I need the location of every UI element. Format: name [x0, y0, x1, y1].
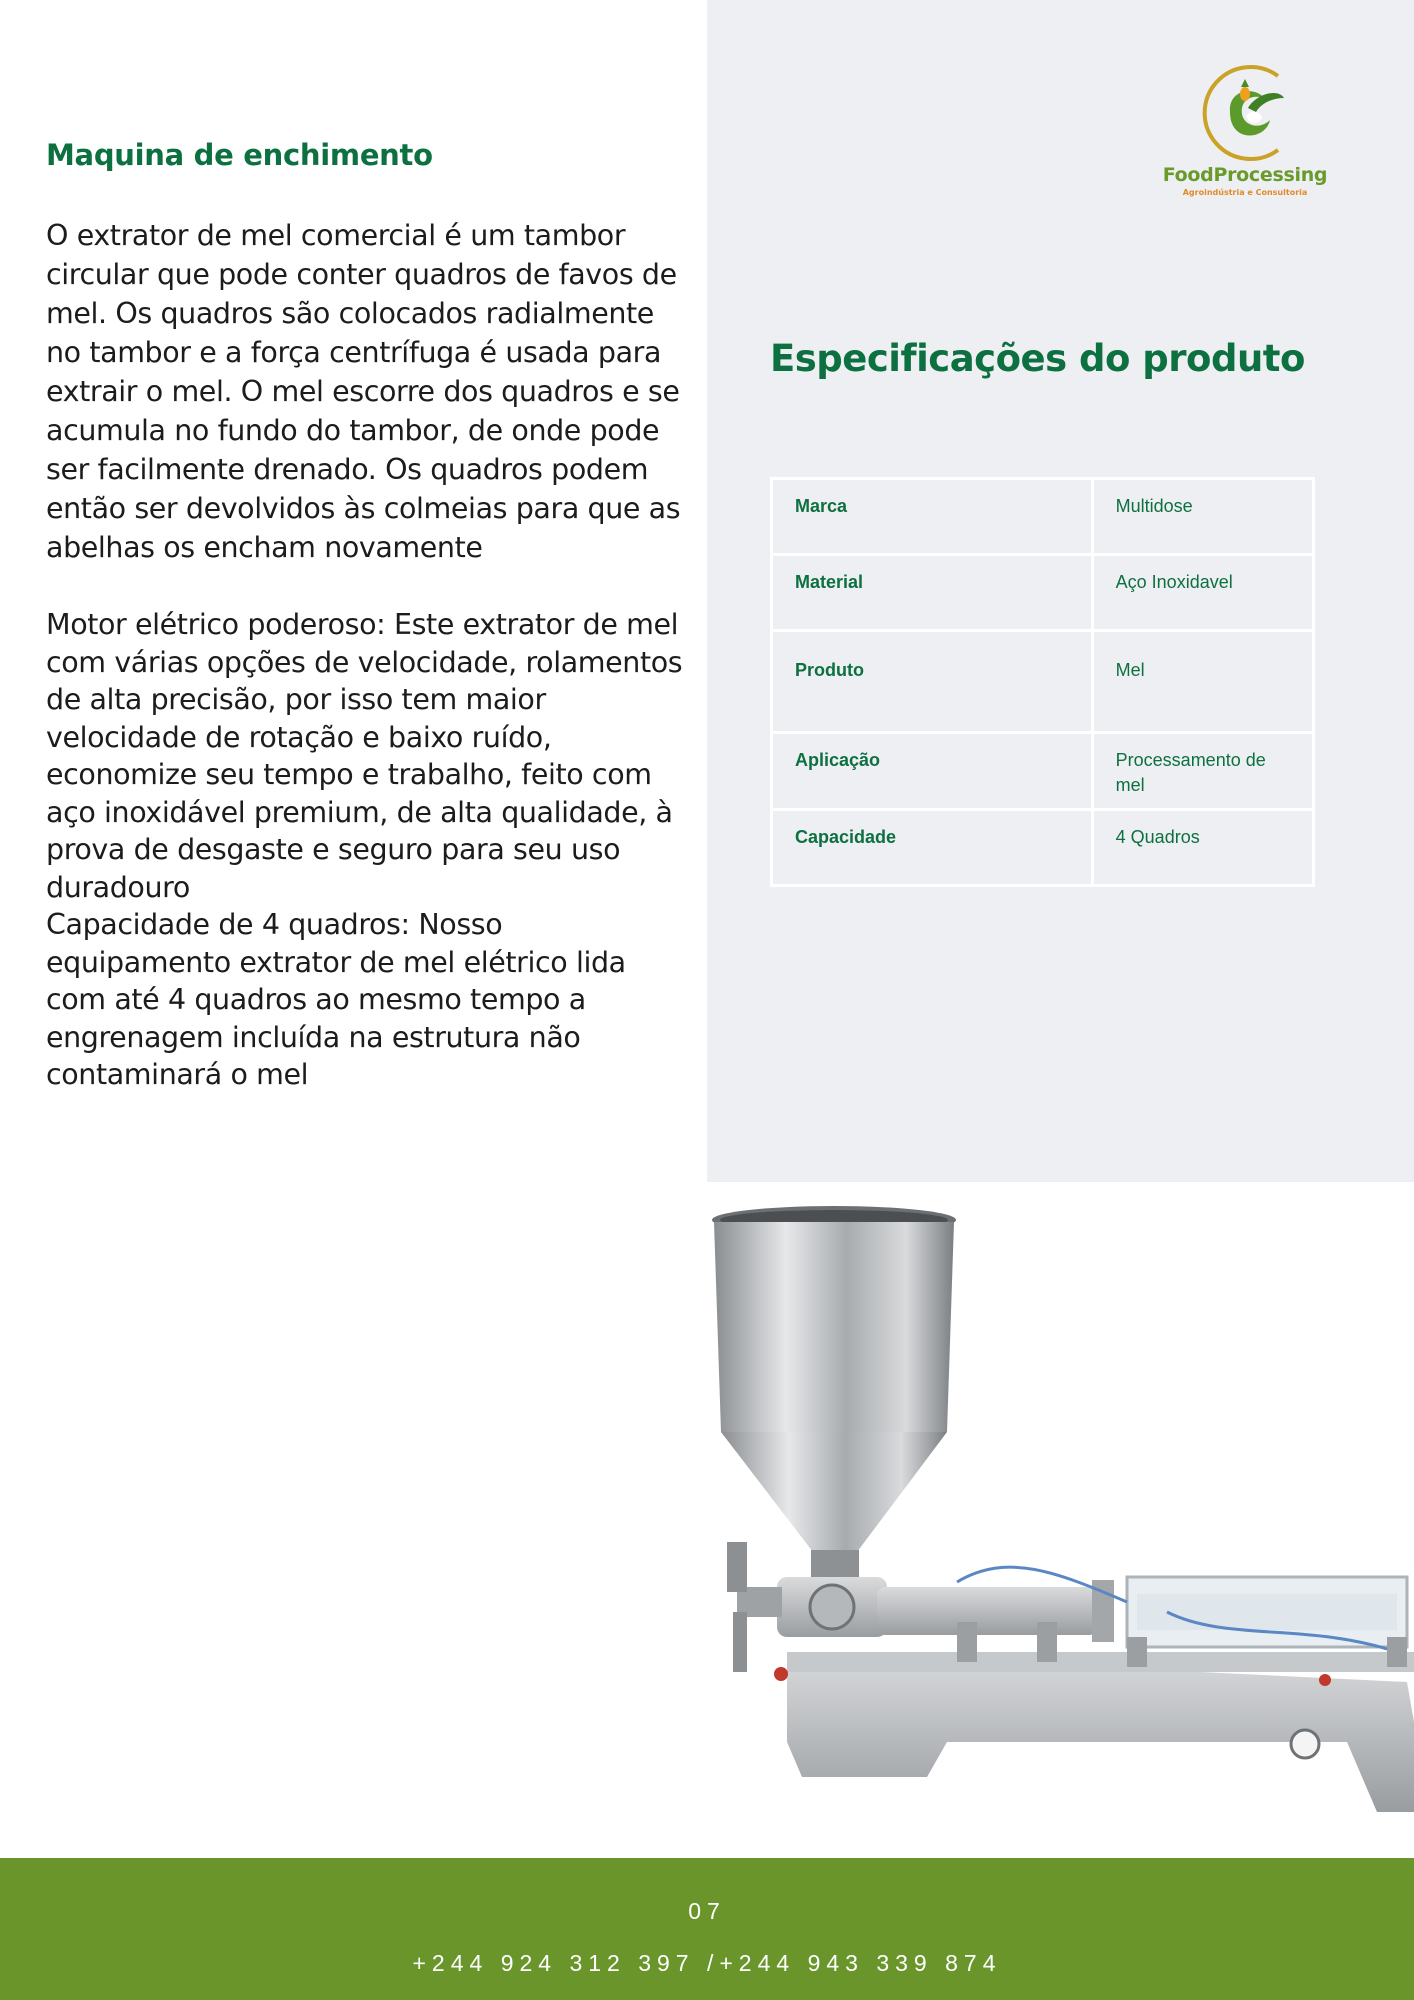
spec-value: Aço Inoxidavel	[1092, 555, 1313, 631]
footer	[0, 1858, 1414, 2000]
company-logo	[1160, 64, 1330, 204]
specs-table	[770, 477, 1315, 887]
product-photo	[707, 1182, 1414, 1858]
description-paragraph-2: Motor elétrico poderoso: Este extrator de mel com várias opções de velocidade, rolamentos de alta precisão, por isso tem maior velocidade de rotação e baixo ruído, economize seu tempo e trabalho, feito com aço inoxidável premium, de alta qualidade, à prova de desgaste e seguro para seu uso duradouro Capacidade de 4 quadros: Nosso equipamento extrator de mel elétrico lida com até 4 quadros ao mesmo tempo a engrenagem incluída na estrutura não contaminará o mel	[46, 608, 683, 1091]
spec-label: Produto	[772, 631, 1093, 733]
spec-label: Material	[772, 555, 1093, 631]
logo-tagline: Agroindústria e Consultoria	[1182, 188, 1308, 197]
table-row	[772, 479, 1314, 555]
description-paragraph-1: O extrator de mel comercial é um tambor circular que pode conter quadros de favos de mel. Os quadros são colocados radialmente no tambor e a força centrífuga é usada para extrair o mel. O mel escorre dos quadros e se acumula no fundo do tambor, de onde pode ser facilmente drenado. Os quadros podem então ser devolvidos às colmeias para que as abelhas os encham novamente	[46, 219, 681, 564]
spec-value: 4 Quadros	[1092, 810, 1313, 886]
filling-machine-illustration	[707, 1182, 1414, 1858]
spec-label: Capacidade	[772, 810, 1093, 886]
table-row	[772, 810, 1314, 886]
spec-value: Multidose	[1092, 479, 1313, 555]
table-row	[772, 555, 1314, 631]
document-title: Maquina de enchimento	[46, 138, 433, 172]
logo-emblem-icon	[1160, 64, 1330, 164]
page-number: 07	[688, 1898, 726, 1924]
description-column	[46, 138, 686, 1094]
logo-name: FoodProcessing	[1162, 164, 1328, 186]
spec-value: Mel	[1092, 631, 1313, 733]
spec-label: Marca	[772, 479, 1093, 555]
spec-value: Processamento de mel	[1092, 733, 1313, 810]
spec-label: Aplicação	[772, 733, 1093, 810]
table-row	[772, 733, 1314, 810]
table-row	[772, 631, 1314, 733]
contact-phones: +244 924 312 397 /+244 943 339 874	[412, 1950, 1002, 1976]
specs-title: Especificações do produto	[770, 337, 1305, 380]
